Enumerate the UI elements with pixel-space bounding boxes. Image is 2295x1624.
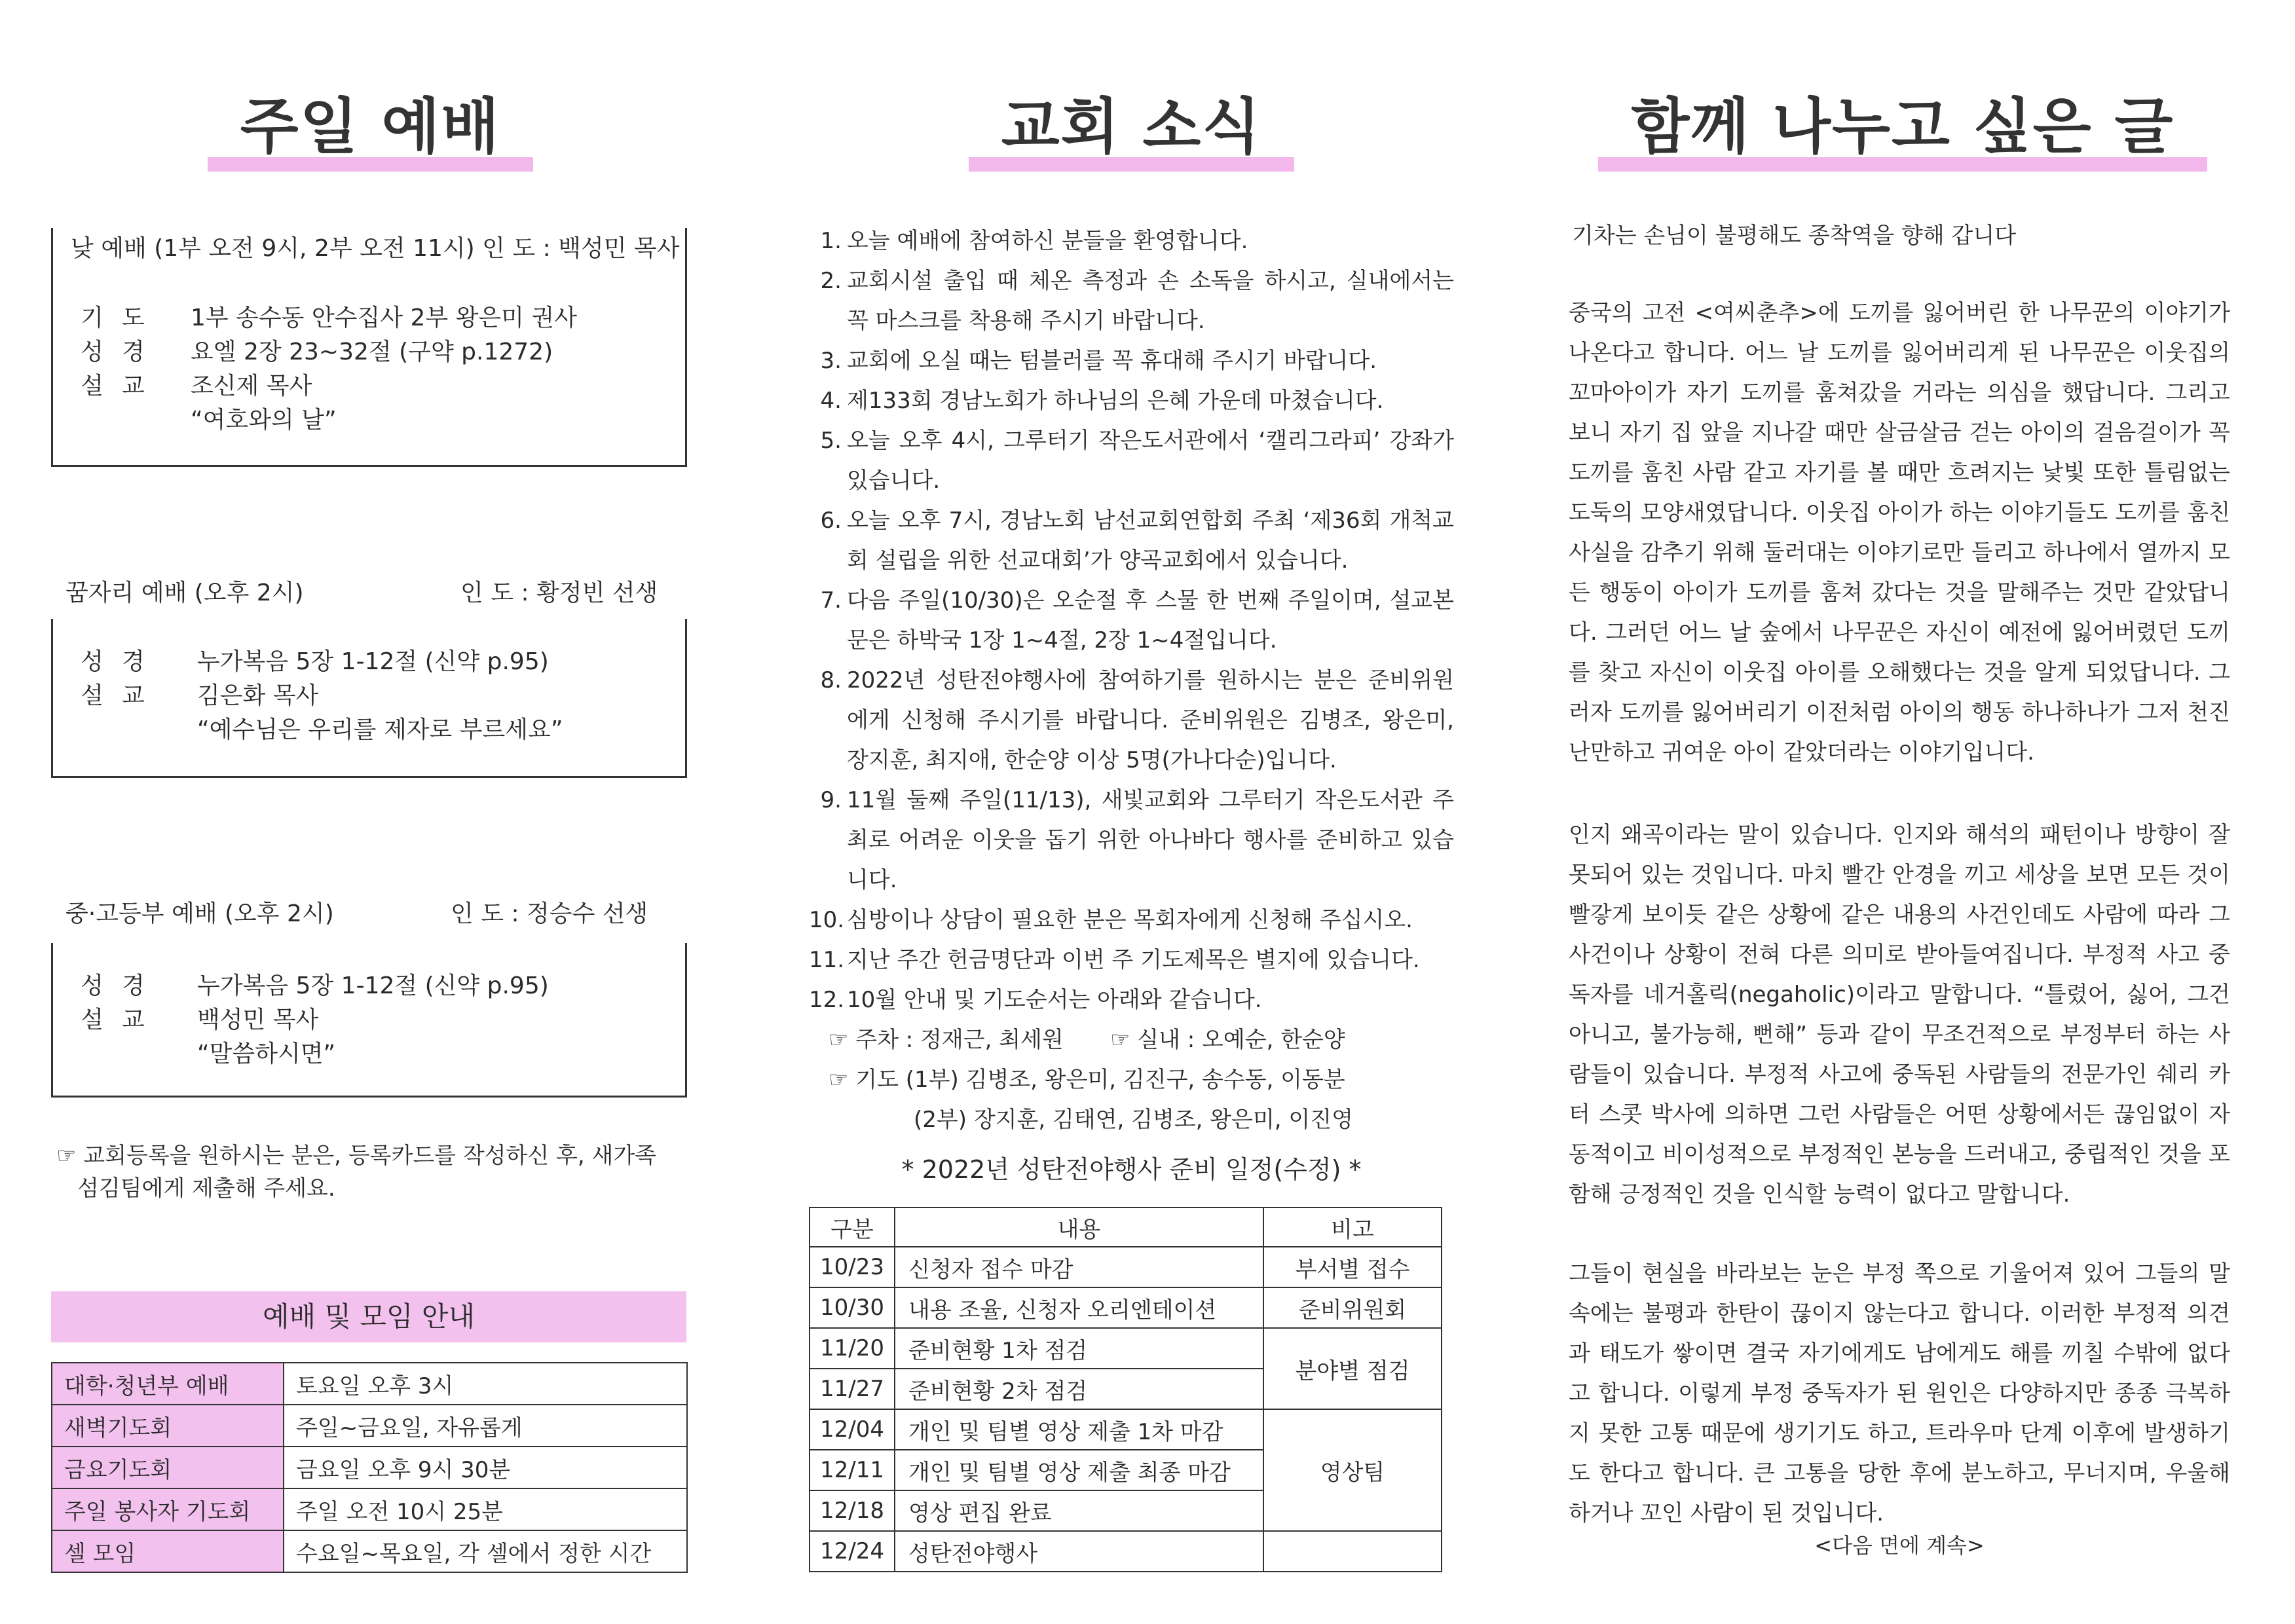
schedule-header: 구분 내용 비고: [810, 1208, 1442, 1247]
news-title: 교회 소식: [969, 79, 1295, 165]
worship-column: [51, 0, 690, 1624]
essay-title-wrap: [1569, 79, 2237, 165]
schedule-row: 12/24 성탄전야행사: [810, 1531, 1442, 1572]
schedule-row: 10/23 신청자 접수 마감 부서별 접수: [810, 1247, 1442, 1287]
meeting-guide-title: 예배 및 모임 안내: [51, 1291, 686, 1342]
row-prayer: 기도 1부 송수동 안수집사 2부 왕은미 권사: [81, 304, 577, 331]
essay-subtitle: 기차는 손님이 불평해도 종착역을 향해 갑니다: [1572, 223, 2017, 249]
schedule-row: 11/20 준비현황 1차 점검 분야별 점검: [810, 1328, 1442, 1369]
worship-title-wrap: [51, 79, 690, 165]
schedule-row: 10/30 내용 조율, 신청자 오리엔테이션 준비위원회: [810, 1287, 1442, 1328]
schedule-table: [809, 1207, 1442, 1572]
kids-service-leader: 인 도 : 황정빈 선생: [460, 580, 658, 606]
news-column: [809, 0, 1454, 1624]
youth-service-box: [51, 943, 687, 1098]
news-item: 8. 2022년 성탄전야행사에 참여하기를 원하시는 분은 준비위원에게 신청해 주시기를 바랍니다. 준비위원은 김병조, 왕은미, 장지훈, 최지애, 한순양 이상 5명(가나다순)입니다.: [820, 667, 1454, 773]
row-sermon: 설교 조신제 목사: [81, 373, 312, 399]
news-item: 10. 심방이나 상담이 필요한 분은 목회자에게 신청해 주십시오.: [809, 907, 1413, 933]
essay-title: 함께 나누고 싶은 글: [1598, 79, 2207, 165]
news-item: 1. 오늘 예배에 참여하신 분들을 환영합니다.: [820, 228, 1248, 254]
meeting-table: [51, 1362, 688, 1573]
meeting-row: 셀 모임 수요일~목요일, 각 셀에서 정한 시간: [52, 1530, 687, 1572]
kids-service-heading: 꿈자리 예배 (오후 2시): [65, 580, 304, 606]
worship-title: 주일 예배: [208, 79, 534, 165]
news-item: 4. 제133회 경남노회가 하나님의 은혜 가운데 마쳤습니다.: [820, 388, 1384, 414]
meeting-row: 주일 봉사자 기도회 주일 오전 10시 25분: [52, 1488, 687, 1530]
schedule-title: * 2022년 성탄전야행사 준비 일정(수정) *: [901, 1155, 1362, 1184]
registration-note-line1: ☞ 교회등록을 원하시는 분은, 등록카드를 작성하신 후, 새가족: [56, 1143, 657, 1169]
prayer-line-1: ☞ 기도 (1부) 김병조, 왕은미, 김진구, 송수동, 이동분: [829, 1067, 1345, 1093]
schedule-row: 12/18 영상 편집 완료: [810, 1490, 1442, 1531]
kids-service-rows: 성경 누가복음 5장 1-12절 (신약 p.95) 설교 김은화 목사 “예수님은 우리를 제자로 부르세요”: [81, 648, 563, 743]
news-item: 2. 교회시설 출입 때 체온 측정과 손 소독을 하시고, 실내에서는 꼭 마스크를 착용해 주시기 바랍니다.: [820, 268, 1454, 334]
main-service-rows: [53, 301, 685, 437]
youth-service-heading: 중·고등부 예배 (오후 2시): [65, 900, 334, 927]
news-item: 12. 10월 안내 및 기도순서는 아래와 같습니다.: [809, 987, 1262, 1013]
main-service-box: [51, 228, 687, 467]
essay-paragraph-2: 인지 왜곡이라는 말이 있습니다. 인지와 해석의 패턴이나 방향이 잘못되어 있는 것입니다. 마치 빨간 안경을 끼고 세상을 보면 모든 것이 빨갛게 보이듯 같은 상황에 같은 내용의 사건인데도 사람에 따라 그 사건이나 상황이 전혀 다른 의미로 받아들여집니다. 부정적 사고 중독자를 네거홀릭(negaholic)이라고 말합니다. “틀렸어, 싫어, 그건 아니고, 불가능해, 뻔해” 등과 같이 무조건적으로 부정부터 하는 사람들이 있습니다. 부정적 사고에 중독된 사람들의 전문가인 쉐리 카터 스콧 박사에 의하면 그런 사람들은 어떤 상황에서든 끊임없이 자동적이고 비이성적으로 부정적인 본능을 드러내고, 중립적인 것을 포함해 긍정적인 것을 인식할 능력이 없다고 말합니다.: [1569, 822, 2230, 1208]
schedule-row: 11/27 준비현황 2차 점검: [810, 1369, 1442, 1409]
news-item: 6. 오늘 오후 7시, 경남노회 남선교회연합회 주최 ‘제36회 개척교회 설립을 위한 선교대회’가 양곡교회에서 있습니다.: [820, 507, 1454, 574]
youth-service-leader: 인 도 : 정승수 선생: [451, 900, 648, 927]
news-item: 7. 다음 주일(10/30)은 오순절 후 스물 한 번째 주일이며, 설교본문은 하박국 1장 1~4절, 2장 1~4절입니다.: [820, 587, 1454, 654]
essay-paragraph-1: 중국의 고전 <여씨춘추>에 도끼를 잃어버린 한 나무꾼의 이야기가 나온다고 합니다. 어느 날 도끼를 잃어버리게 된 나무꾼은 이웃집의 꼬마아이가 자기 도끼를 훔쳐갔을 거라는 의심을 했답니다. 그리고 보니 자기 집 앞을 지나갈 때만 살금살금 걷는 아이의 걸음걸이가 꼭 도끼를 훔친 사람 같고 자기를 볼 때만 흐려지는 낯빛 또한 틀림없는 도둑의 모양새였답니다. 이웃집 아이가 하는 이야기들도 도끼를 훔친 사실을 감추기 위해 둘러대는 이야기로만 들리고 하나에서 열까지 모든 행동이 아이가 도끼를 훔쳐 갔다는 것을 말해주는 것만 같았답니다. 그러던 어느 날 숲에서 나무꾼은 자신이 예전에 잃어버렸던 도끼를 찾고 자신이 이웃집 아이를 오해했다는 것을 알게 되었답니다. 그러자 도끼를 잃어버리기 이전처럼 아이의 행동 하나하나가 그저 천진난만하고 귀여운 아이 같았더라는 이야기입니다.: [1569, 300, 2230, 766]
news-item: 5. 오늘 오후 4시, 그루터기 작은도서관에서 ‘캘리그라피’ 강좌가 있습니다.: [820, 428, 1454, 494]
row-sermon-title: “여호와의 날”: [191, 407, 337, 434]
row-scripture: 성경 요엘 2장 23~32절 (구약 p.1272): [81, 339, 553, 365]
meeting-row: 금요기도회 금요일 오후 9시 30분: [52, 1447, 687, 1488]
registration-note-line2: 섬김팀에게 제출해 주세요.: [77, 1175, 335, 1202]
main-service-heading: 낮 예배 (1부 오전 9시, 2부 오전 11시) 인 도 : 백성민 목사: [71, 235, 680, 262]
news-item: 9. 11월 둘째 주일(11/13), 새빛교회와 그루터기 작은도서관 주최로 어려운 이웃을 돕기 위한 아나바다 행사를 준비하고 있습니다.: [820, 787, 1454, 893]
schedule-row: 12/11 개인 및 팀별 영상 제출 최종 마감: [810, 1450, 1442, 1490]
duty-line: ☞ 주차 : 정재근, 최세원 ☞ 실내 : 오예순, 한순양: [829, 1027, 1345, 1053]
news-item: 3. 교회에 오실 때는 텀블러를 꼭 휴대해 주시기 바랍니다.: [820, 348, 1377, 374]
essay-column: [1569, 0, 2237, 1624]
schedule-row: 12/04 개인 및 팀별 영상 제출 1차 마감 영상팀: [810, 1409, 1442, 1450]
youth-service-rows: 성경 누가복음 5장 1-12절 (신약 p.95) 설교 백성민 목사 “말씀하시면”: [81, 972, 549, 1067]
kids-service-box: [51, 619, 687, 778]
continued-note: <다음 면에 계속>: [1814, 1533, 1985, 1558]
news-title-wrap: [809, 79, 1454, 165]
meeting-row: 새벽기도회 주일~금요일, 자유롭게: [52, 1405, 687, 1447]
news-item: 11. 지난 주간 헌금명단과 이번 주 기도제목은 별지에 있습니다.: [809, 947, 1420, 973]
prayer-line-2: (2부) 장지훈, 김태연, 김병조, 왕은미, 이진영: [914, 1107, 1353, 1133]
meeting-row: 대학·청년부 예배 토요일 오후 3시: [52, 1363, 687, 1405]
essay-paragraph-3: 그들이 현실을 바라보는 눈은 부정 쪽으로 기울어져 있어 그들의 말속에는 불평과 한탄이 끊이지 않는다고 합니다. 이러한 부정적 의견과 태도가 쌓이면 결국 자기에게도 남에게도 해를 끼칠 수밖에 없다고 합니다. 이렇게 부정 중독자가 된 원인은 다양하지만 종종 극복하지 못한 고통 때문에 생기기도 하고, 트라우마 단계 이후에 발생하기도 한다고 합니다. 큰 고통을 당한 후에 분노하고, 무너지며, 우울해하거나 꼬인 사람이 된 것입니다.: [1569, 1261, 2230, 1526]
news-list: [809, 221, 1454, 1140]
